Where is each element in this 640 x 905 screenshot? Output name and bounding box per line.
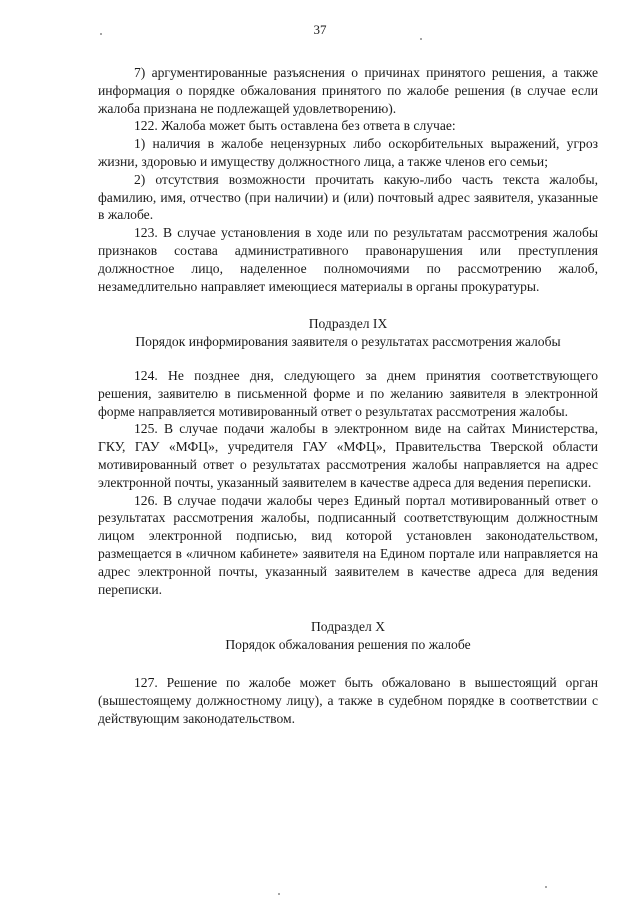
paragraph-122: 122. Жалоба может быть оставлена без ответа в случае: bbox=[134, 118, 456, 134]
paragraph-125: 125. В случае подачи жалобы в электронном виде на сайтах Министерства, ГКУ, ГАУ «МФЦ», учредителя ГАУ «МФЦ», Правительства Тверской области мотивированный ответ о результатах рассмотрения жалобы направляется на адрес электронной почты, указанный заявителем в качестве адреса для ведения переписки. bbox=[98, 421, 598, 490]
section-10-subtitle: Порядок обжалования решения по жалобе bbox=[225, 637, 471, 653]
spacer bbox=[98, 654, 598, 674]
paragraph-122-item-2: 2) отсутствия возможности прочитать какую-либо часть текста жалобы, фамилию, имя, отчество (при наличии) и (или) почтовый адрес заявителя, указанные в жалобе. bbox=[98, 171, 598, 223]
paragraph-123: 123. В случае установления в ходе или по результатам рассмотрения жалобы признаков состава административного правонарушения или преступления должностное лицо, наделенное полномочиями по рассмотрению жалоб, незамедлительно направляет имеющиеся материалы в органы прокуратуры. bbox=[98, 225, 598, 294]
paragraph-124: 124. Не позднее дня, следующего за днем принятия соответствующего решения, заявителю в письменной форме и по желанию заявителя в электронной форме направляется мотивированный ответ о результатах рассмотрения жалобы. bbox=[98, 367, 598, 419]
paragraph-122-item-1: 1) наличия в жалобе нецензурных либо оскорбительных выражений, угроз жизни, здоровью и имуществу должностного лица, а также членов его семьи; bbox=[98, 136, 598, 169]
section-9-title: Подраздел IX bbox=[308, 316, 388, 332]
paragraph-126: 126. В случае подачи жалобы через Единый портал мотивированный ответ о результатах рассмотрения жалобы, подписанный соответствующим должностным лицом электронной подписью, вид которой установлен законодательством, размещается в «личном кабинете» заявителя на Едином портале или направляется на адрес электронной почты, указанный заявителем в качестве адреса для ведения переписки. bbox=[98, 492, 598, 597]
paragraph-7-item: 7) аргументированные разъяснения о причинах принятого решения, а также информация о порядке обжалования принятого по жалобе решения (в случае если жалоба признана не подлежащей удовлетворению). bbox=[98, 65, 598, 116]
scan-speck bbox=[278, 893, 280, 895]
page-number: 37 bbox=[313, 22, 327, 37]
scan-speck bbox=[100, 33, 102, 35]
section-9-subtitle: Порядок информирования заявителя о результатах рассмотрения жалобы bbox=[135, 334, 561, 350]
scan-speck bbox=[545, 886, 547, 888]
paragraph-127: 127. Решение по жалобе может быть обжаловано в вышестоящий орган (вышестоящему должностному лицу), а также в судебном порядке в соответствии с действующим законодательством. bbox=[98, 674, 598, 726]
page-body bbox=[98, 64, 598, 727]
spacer bbox=[98, 295, 598, 315]
spacer bbox=[98, 598, 598, 618]
section-10-title: Подраздел X bbox=[310, 619, 386, 635]
scan-speck bbox=[420, 38, 422, 40]
spacer bbox=[98, 351, 598, 367]
